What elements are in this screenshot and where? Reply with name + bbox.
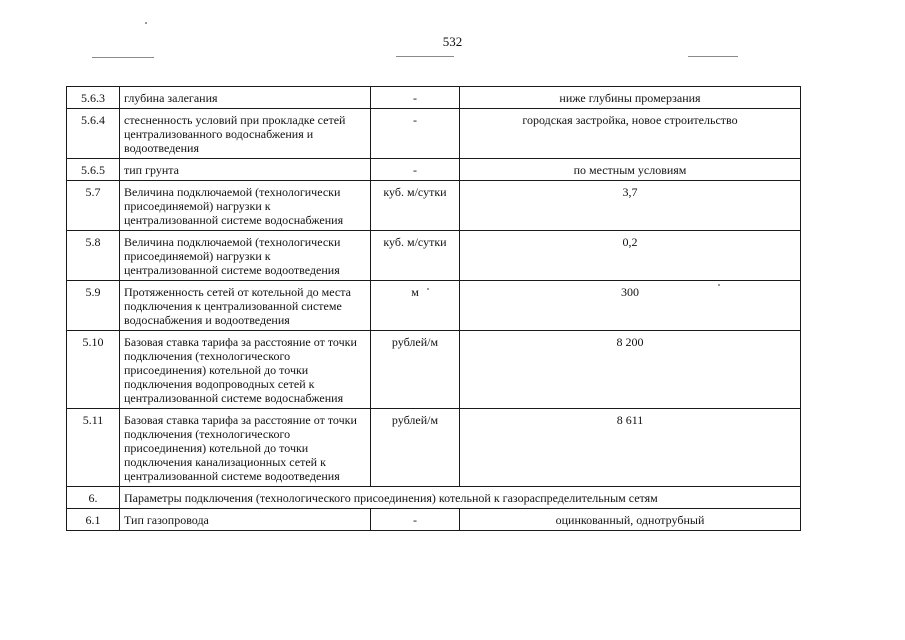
row-number: 5.7 (67, 181, 120, 231)
row-value: 0,2 (460, 231, 801, 281)
row-number: 5.9 (67, 281, 120, 331)
table-row (67, 231, 801, 281)
row-unit: - (371, 109, 460, 159)
table-row (67, 181, 801, 231)
row-number: 5.8 (67, 231, 120, 281)
row-parameter: Величина подключаемой (технологически присоединяемой) нагрузки к централизованной системе водоотведения (120, 231, 371, 281)
table-row (67, 159, 801, 181)
row-unit: куб. м/сутки (371, 231, 460, 281)
row-value: ниже глубины промерзания (460, 87, 801, 109)
row-parameter: тип грунта (120, 159, 371, 181)
page-number: 532 (442, 34, 463, 49)
row-unit: - (371, 509, 460, 531)
row-number: 6.1 (67, 509, 120, 531)
row-parameter: Протяженность сетей от котельной до места подключения к централизованной системе водоснабжения и водоотведения (120, 281, 371, 331)
row-value: оцинкованный, однотрубный (460, 509, 801, 531)
row-parameter: Тип газопровода (120, 509, 371, 531)
row-value: 8 200 (460, 331, 801, 409)
row-value: по местным условиям (460, 159, 801, 181)
table-row (67, 109, 801, 159)
scan-artifact (688, 56, 738, 57)
scan-artifact (92, 57, 154, 58)
section-title: Параметры подключения (технологического присоединения) котельной к газораспределительным сетям (120, 487, 801, 509)
row-value: 8 611 (460, 409, 801, 487)
row-unit: - (371, 159, 460, 181)
table-row (67, 281, 801, 331)
row-number: 5.6.3 (67, 87, 120, 109)
row-parameter: Величина подключаемой (технологически присоединяемой) нагрузки к централизованной системе водоснабжения (120, 181, 371, 231)
row-parameter: глубина залегания (120, 87, 371, 109)
scan-artifact (145, 22, 147, 24)
section-number: 6. (67, 487, 120, 509)
row-unit: куб. м/сутки (371, 181, 460, 231)
table-row (67, 409, 801, 487)
row-parameter: Базовая ставка тарифа за расстояние от точки подключения (технологического присоединения) котельной до точки подключения канализационных сетей к централизованной системе водоотведения (120, 409, 371, 487)
row-value: 300 (460, 281, 801, 331)
row-unit: м (371, 281, 460, 331)
row-unit: рублей/м (371, 409, 460, 487)
row-parameter: стесненность условий при прокладке сетей централизованного водоснабжения и водоотведения (120, 109, 371, 159)
row-unit: рублей/м (371, 331, 460, 409)
table-row (67, 331, 801, 409)
row-value: городская застройка, новое строительство (460, 109, 801, 159)
table-row (67, 509, 801, 531)
table-row (67, 87, 801, 109)
scan-artifact (396, 56, 454, 57)
row-number: 5.10 (67, 331, 120, 409)
row-number: 5.11 (67, 409, 120, 487)
row-unit: - (371, 87, 460, 109)
row-number: 5.6.5 (67, 159, 120, 181)
parameters-table (66, 86, 801, 531)
row-value: 3,7 (460, 181, 801, 231)
section-row (67, 487, 801, 509)
row-parameter: Базовая ставка тарифа за расстояние от точки подключения (технологического присоединения) котельной до точки подключения водопроводных сетей к централизованной системе водоснабжения (120, 331, 371, 409)
row-number: 5.6.4 (67, 109, 120, 159)
